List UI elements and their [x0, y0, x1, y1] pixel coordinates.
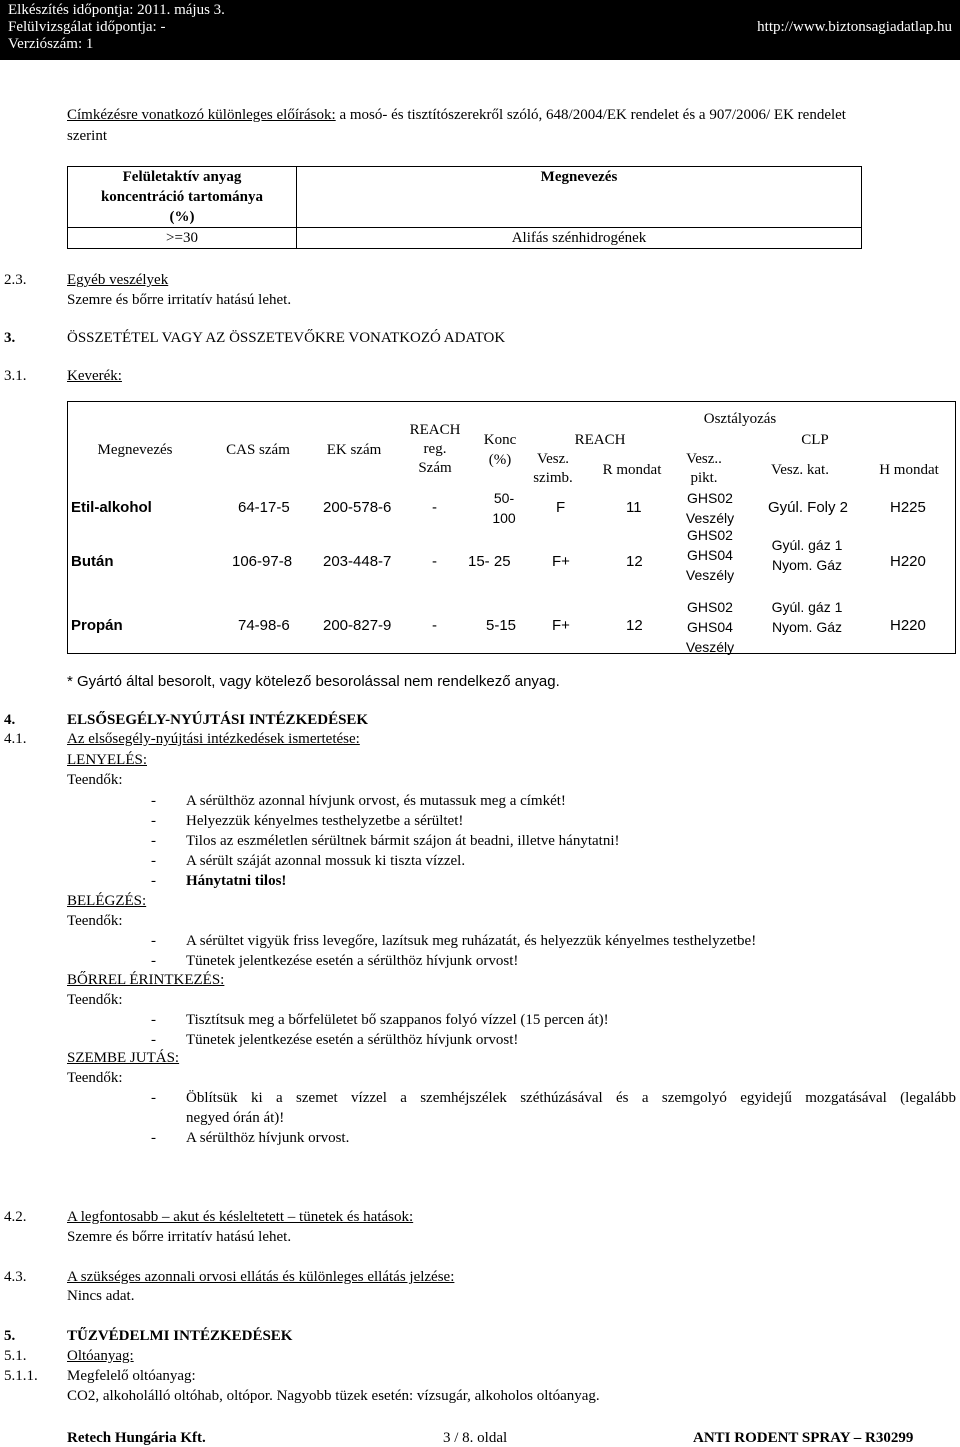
mix-header-ek: EK szám — [326, 442, 382, 458]
s511-title: Megfelelő oltóanyag: — [67, 1368, 196, 1384]
mix-row1-r: 11 — [626, 499, 642, 516]
konc-line: (%) — [488, 452, 512, 468]
bullet-dash: - — [151, 833, 156, 849]
mix-row2-h: H220 — [890, 553, 926, 570]
s3-num: 3. — [4, 330, 16, 346]
pikt-line: pikt. — [690, 470, 718, 486]
lenyeles-item: Helyezzük kényelmes testhelyzetbe a sérültet! — [186, 813, 464, 829]
konc-value-line: 50- — [493, 490, 515, 506]
labeling-text2: szerint — [67, 128, 107, 144]
s51-num: 5.1. — [4, 1348, 27, 1364]
s41-num: 4.1. — [4, 731, 27, 747]
lenyeles-item: A sérülthöz azonnal hívjunk orvost, és mutassuk meg a címkét! — [186, 793, 566, 809]
mix-row1-ek: 200-578-6 — [323, 499, 392, 516]
belegzes-item: A sérültet vigyük friss levegőre, lazítsuk meg ruházatát, és helyezzük kényelmes testhelyzetbe! — [186, 933, 757, 949]
bullet-dash: - — [151, 873, 156, 889]
header-dates — [8, 2, 225, 53]
mix-row2-konc: 15- 25 — [468, 553, 511, 570]
mix-row3-reach: - — [432, 617, 437, 634]
labeling-text1: a mosó- és tisztítószerekről szóló, 648/2004/EK rendelet és a 907/2006/ EK rendelet — [335, 107, 846, 123]
mix-row1-name: Etil-alkohol — [71, 499, 152, 516]
mix-header-clp: CLP — [801, 432, 829, 448]
mix-row2-cas: 106-97-8 — [232, 553, 293, 570]
mix-row3-konc: 5-15 — [486, 617, 517, 634]
mix-header-r-mondat: R mondat — [602, 462, 662, 478]
pikt-value-line: GHS04 — [687, 547, 733, 563]
s5-num: 5. — [4, 1328, 16, 1344]
belegzes-label: BELÉGZÉS: — [67, 893, 147, 909]
belegzes-item: Tünetek jelentkezése esetén a sérülthöz hívjunk orvost! — [186, 953, 519, 969]
labeling-label: Címkézésre vonatkozó különleges előírások: — [67, 107, 336, 123]
vesz-line: Vesz. — [536, 451, 570, 467]
mix-header-class: Osztályozás — [703, 411, 777, 427]
mix-header-name: Megnevezés — [97, 442, 173, 458]
s4-title: ELSŐSEGÉLY-NYÚJTÁSI INTÉZKEDÉSEK — [67, 712, 369, 728]
bullet-dash: - — [151, 953, 156, 969]
teendok-label: Teendők: — [67, 992, 123, 1008]
mix-header-reach-reg — [400, 420, 470, 478]
mix-row3-h: H220 — [890, 617, 926, 634]
pikt-value-line: Veszély — [685, 639, 735, 655]
footer-product: ANTI RODENT SPRAY – R30299 — [693, 1430, 914, 1446]
version: Verziószám: 1 — [8, 36, 94, 52]
surfactant-table — [67, 166, 862, 249]
mix-row3-pikt — [676, 597, 744, 657]
pikt-value-line: GHS02 — [687, 527, 733, 543]
surfactant-header-line: (%) — [169, 209, 195, 225]
s511-num: 5.1.1. — [4, 1368, 38, 1384]
kat-value-line: Gyúl. gáz 1 — [771, 537, 843, 553]
szem-label: SZEMBE JUTÁS: — [67, 1050, 180, 1066]
mix-row2-name: Bután — [71, 553, 114, 570]
borrel-item: Tisztítsuk meg a bőrfelületet bő szappanos folyó vízzel (15 percen át)! — [186, 1012, 609, 1028]
s43-text: Nincs adat. — [67, 1288, 135, 1304]
mix-row1-kat: Gyúl. Foly 2 — [768, 499, 849, 516]
bullet-dash: - — [151, 853, 156, 869]
mix-row2-r: 12 — [626, 553, 643, 570]
mix-row3-name: Propán — [71, 617, 123, 634]
bullet-dash: - — [151, 1130, 156, 1146]
s41-title: Az elsősegély-nyújtási intézkedések ismertetése: — [67, 731, 360, 747]
mix-row2-pikt — [676, 525, 744, 585]
header-url[interactable]: http://www.biztonsagiadatlap.hu — [757, 19, 952, 35]
s42-text: Szemre és bőrre irritatív hatású lehet. — [67, 1229, 292, 1245]
s23-num: 2.3. — [4, 272, 27, 288]
mix-row2-ek: 203-448-7 — [323, 553, 392, 570]
mix-header-vesz-szimb — [528, 450, 578, 488]
surfactant-name-value: Alifás szénhidrogének — [297, 228, 862, 249]
lenyeles-label: LENYELÉS: — [67, 752, 147, 768]
s42-num: 4.2. — [4, 1209, 27, 1225]
s5-title: TŰZVÉDELMI INTÉZKEDÉSEK — [67, 1328, 293, 1344]
mix-row2-kat — [762, 535, 852, 575]
footer-page: 3 / 8. oldal — [443, 1430, 508, 1446]
s43-num: 4.3. — [4, 1269, 27, 1285]
mix-header-h-mondat: H mondat — [879, 462, 939, 478]
surfactant-header-line: koncentráció tartománya — [100, 189, 264, 205]
surfactant-header-name: Megnevezés — [297, 167, 862, 228]
mix-row3-cas: 74-98-6 — [238, 617, 290, 634]
s23-title: Egyéb veszélyek — [67, 272, 169, 288]
pikt-value-line: GHS02 — [687, 490, 733, 506]
mix-row1-h: H225 — [890, 499, 926, 516]
mix-row1-pikt — [676, 488, 744, 528]
kat-value-line: Nyom. Gáz — [771, 557, 842, 573]
pikt-value-line: Veszély — [685, 567, 735, 583]
mix-header-reach: REACH — [574, 432, 626, 448]
lenyeles-item: A sérült száját azonnal mossuk ki tiszta vízzel. — [186, 853, 466, 869]
vesz-line: szimb. — [533, 470, 573, 486]
mix-row1-reach: - — [432, 499, 437, 516]
pikt-value-line: GHS02 — [687, 599, 733, 615]
s23-text: Szemre és bőrre irritatív hatású lehet. — [67, 292, 292, 308]
pikt-value-line: GHS04 — [687, 619, 733, 635]
teendok-label: Teendők: — [67, 772, 123, 788]
szem-item: A sérülthöz hívjunk orvost. — [186, 1130, 350, 1146]
kat-value-line: Nyom. Gáz — [771, 619, 842, 635]
reach-reg-line: REACH — [409, 422, 461, 438]
bullet-dash: - — [151, 793, 156, 809]
reach-reg-line: Szám — [418, 460, 452, 476]
mix-header-vesz-pikt — [676, 450, 732, 488]
s43-title: A szükséges azonnali orvosi ellátás és különleges ellátás jelzése: — [67, 1269, 455, 1285]
bullet-dash: - — [151, 933, 156, 949]
surfactant-conc-value: >=30 — [68, 228, 297, 249]
mix-row2-sym: F+ — [552, 553, 570, 570]
bullet-dash: - — [151, 813, 156, 829]
bullet-dash: - — [151, 1090, 156, 1106]
lenyeles-item: Hánytatni tilos! — [186, 873, 287, 889]
mix-row1-sym: F — [556, 499, 566, 516]
mix-header-konc — [474, 430, 526, 470]
mix-row1-cas: 64-17-5 — [238, 499, 290, 516]
bullet-dash: - — [151, 1012, 156, 1028]
s31-num: 3.1. — [4, 368, 27, 384]
mix-row2-reach: - — [432, 553, 437, 570]
mix-header-cas: CAS szám — [226, 442, 290, 458]
mix-row3-r: 12 — [626, 617, 643, 634]
s31-title: Keverék: — [67, 368, 122, 384]
borrel-label: BŐRREL ÉRINTKEZÉS: — [67, 972, 225, 988]
szem-item-cont: negyed órán át)! — [186, 1110, 285, 1126]
s51-title: Oltóanyag: — [67, 1348, 134, 1364]
header-bar — [0, 0, 960, 60]
konc-value-line: 100 — [492, 510, 516, 526]
reach-reg-line: reg. — [423, 441, 447, 457]
borrel-item: Tünetek jelentkezése esetén a sérülthöz hívjunk orvost! — [186, 1032, 519, 1048]
teendok-label: Teendők: — [67, 1070, 123, 1086]
pikt-line: Vesz.. — [686, 451, 722, 467]
footer-company: Retech Hungária Kft. — [67, 1430, 206, 1446]
mix-row3-sym: F+ — [552, 617, 570, 634]
mix-row1-konc — [484, 488, 524, 528]
s3-title: ÖSSZETÉTEL VAGY AZ ÖSSZETEVŐKRE VONATKOZÓ ADATOK — [67, 330, 506, 346]
surfactant-header-line: Felületaktív anyag — [122, 169, 242, 185]
szem-item: Öblítsük ki a szemet vízzel a szemhéjszélek széthúzásával és a szemgolyó egyidejű mozgatásával (legalább — [186, 1090, 956, 1106]
konc-line: Konc — [483, 432, 517, 448]
mix-row3-kat — [762, 597, 852, 637]
s42-title: A legfontosabb – akut és késleltetett – tünetek és hatások: — [67, 1209, 414, 1225]
s4-num: 4. — [4, 712, 16, 728]
review-date: Felülvizsgálat időpontja: - — [8, 19, 166, 35]
surfactant-header-conc — [68, 167, 297, 228]
mix-note: * Gyártó által besorolt, vagy kötelező besorolással nem rendelkező anyag. — [67, 673, 560, 690]
prepared-date: Elkészítés időpontja: 2011. május 3. — [8, 2, 225, 18]
labeling-line1 — [67, 105, 846, 125]
lenyeles-item: Tilos az eszméletlen sérültnek bármit szájon át beadni, illetve hánytatni! — [186, 833, 620, 849]
bullet-dash: - — [151, 1032, 156, 1048]
pikt-value-line: Veszély — [685, 510, 735, 526]
mix-row3-ek: 200-827-9 — [323, 617, 392, 634]
s511-text: CO2, alkoholálló oltóhab, oltópor. Nagyobb tüzek esetén: vízsugár, alkoholos oltóanyag. — [67, 1388, 600, 1404]
kat-value-line: Gyúl. gáz 1 — [771, 599, 843, 615]
teendok-label: Teendők: — [67, 913, 123, 929]
mix-header-vesz-kat: Vesz. kat. — [771, 462, 829, 478]
